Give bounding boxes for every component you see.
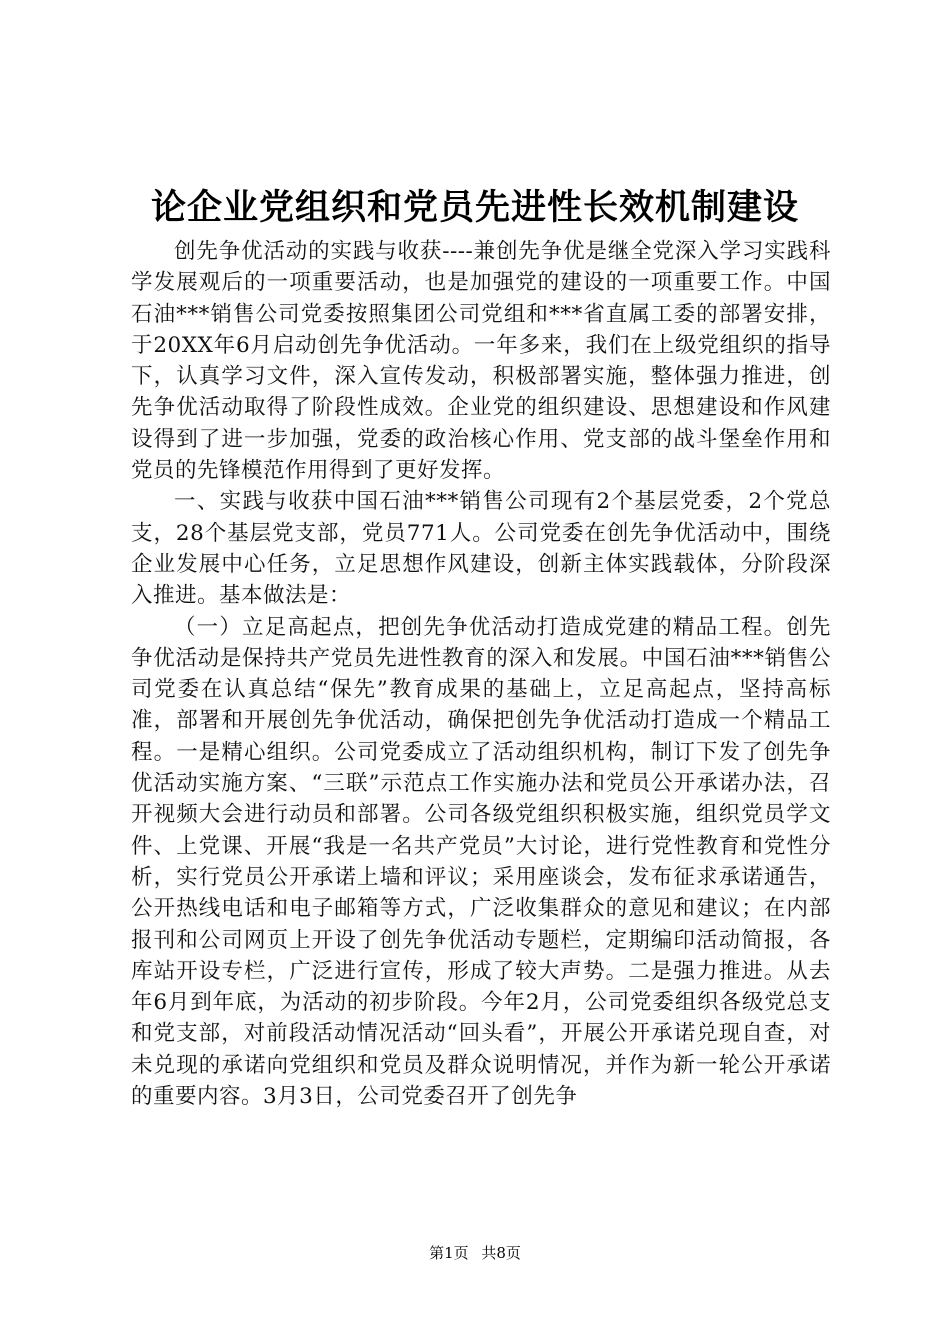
page-footer	[0, 1243, 950, 1263]
document-title: 论企业党组织和党员先进性长效机制建设	[150, 188, 799, 228]
paragraph-intro: 创先争优活动的实践与收获----兼创先争优是继全党深入学习实践科学发展观后的一项重要活动，也是加强党的建设的一项重要工作。中国石油***销售公司党委按照集团公司党组和***省直属工委的部署安排，于20XX年6月启动创先争优活动。一年多来，我们在上级党组织的指导下，认真学习文件，深入宣传发动，积极部署实施，整体强力推进，创先争优活动取得了阶段性成效。企业党的组织建设、思想建设和作风建设得到了进一步加强，党委的政治核心作用、党支部的战斗堡垒作用和党员的先锋模范作用得到了更好发挥。	[131, 239, 831, 484]
paragraph-section-one: 一、实践与收获中国石油***销售公司现有2个基层党委，2个党总支，28个基层党支部，党员771人。公司党委在创先争优活动中，围绕企业发展中心任务，立足思想作风建设，创新主体实践载体，分阶段深入推进。基本做法是：	[131, 489, 831, 609]
paragraph-subsection-one: （一）立足高起点，把创先争优活动打造成党建的精品工程。创先争优活动是保持共产党员先进性教育的深入和发展。中国石油***销售公司党委在认真总结“保先”教育成果的基础上，立足高起点，坚持高标准，部署和开展创先争优活动，确保把创先争优活动打造成一个精品工程。一是精心组织。公司党委成立了活动组织机构，制订下发了创先争优活动实施方案、“三联”示范点工作实施办法和党员公开承诺办法，召开视频大会进行动员和部署。公司各级党组织积极实施，组织党员学文件、上党课、开展“我是一名共产党员”大讨论，进行党性教育和党性分析，实行党员公开承诺上墙和评议；采用座谈会，发布征求承诺通告，公开热线电话和电子邮箱等方式，广泛收集群众的意见和建议；在内部报刊和公司网页上开设了创先争优活动专题栏，定期编印活动简报，各库站开设专栏，广泛进行宣传，形成了较大声势。二是强力推进。从去年6月到年底，为活动的初步阶段。今年2月，公司党委组织各级党总支和党支部，对前段活动情况活动“回头看”，开展公开承诺兑现自查，对未兑现的承诺向党组织和党员及群众说明情况，并作为新一轮公开承诺的重要内容。3月3日，公司党委召开了创先争	[131, 614, 831, 1110]
page-total: 共8页	[481, 1244, 521, 1262]
document-body	[131, 236, 831, 1112]
page-number: 第1页	[429, 1244, 469, 1262]
